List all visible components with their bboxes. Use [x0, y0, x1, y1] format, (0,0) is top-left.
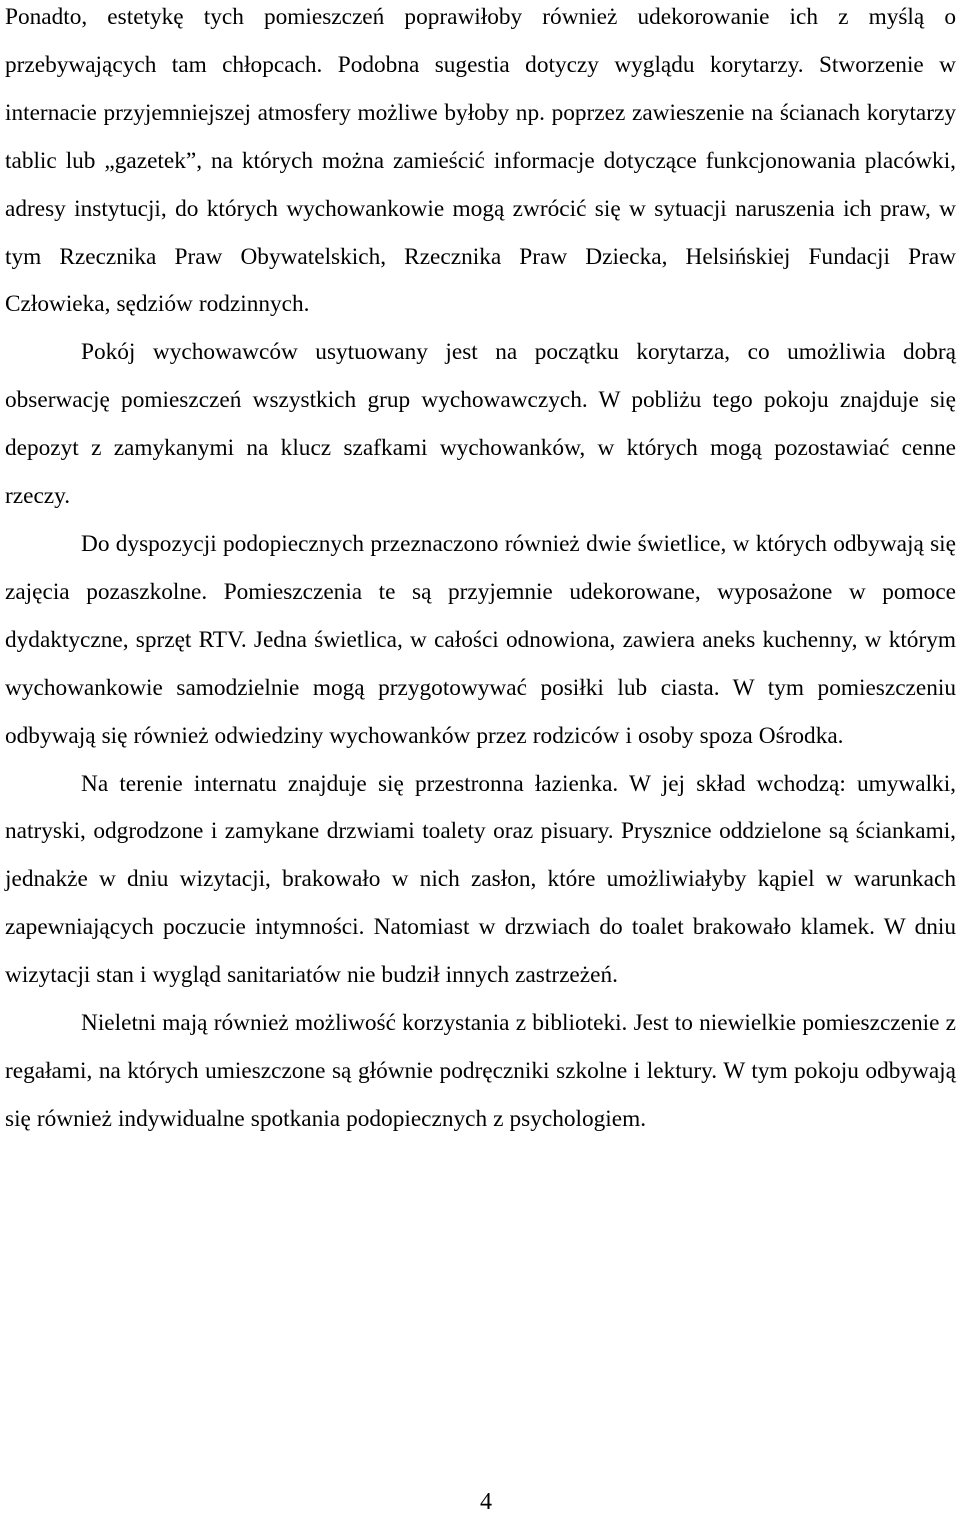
paragraph-library: Nieletni mają również możliwość korzystania z biblioteki. Jest to niewielkie pomieszczenie z regałami, na których umieszczone są głównie podręczniki szkolne i lektury. W tym pokoju odbywają się również indywidualne spotkania podopiecznych z psychologiem. — [5, 1010, 956, 1132]
document-page — [5, 0, 956, 1144]
paragraph-common-rooms: Do dyspozycji podopiecznych przeznaczono również dwie świetlice, w których odbywają się zajęcia pozaszkolne. Pomieszczenia te są przyjemnie udekorowane, wyposażone w pomoce dydaktyczne, sprzęt RTV. Jedna świetlica, w całości odnowiona, zawiera aneks kuchenny, w którym wychowankowie samodzielnie mogą przygotowywać posiłki lub ciasta. W tym pomieszczeniu odbywają się również odwiedziny wychowanków przez rodziców i osoby spoza Ośrodka. — [5, 530, 956, 749]
paragraph-bathroom: Na terenie internatu znajduje się przestronna łazienka. W jej skład wchodzą: umywalki, natryski, odgrodzone i zamykane drzwiami toalety oraz pisuary. Prysznice oddzielone są ściankami, jednakże w dniu wizytacji, brakowało w nich zasłon, które umożliwiałyby kąpiel w warunkach zapewniających poczucie intymności. Natomiast w drzwiach do toalet brakowało klamek. W dniu wizytacji stan i wygląd sanitariatów nie budził innych zastrzeżeń. — [5, 770, 956, 989]
page-number: 4 — [480, 1489, 492, 1515]
paragraph-decoration-suggestion: Ponadto, estetykę tych pomieszczeń poprawiłoby również udekorowanie ich z myślą o przebywających tam chłopcach. Podobna sugestia dotyczy wyglądu korytarzy. Stworzenie w internacie przyjemniejszej atmosfery możliwe byłoby np. poprzez zawieszenie na ścianach korytarzy tablic lub „gazetek”, na których można zamieścić informacje dotyczące funkcjonowania placówki, adresy instytucji, do których wychowankowie mogą zwrócić się w sytuacji naruszenia ich praw, w tym Rzecznika Praw Obywatelskich, Rzecznika Praw Dziecka, Helsińskiej Fundacji Praw Człowieka, sędziów rodzinnych. — [5, 4, 956, 318]
paragraph-staff-room: Pokój wychowawców usytuowany jest na początku korytarza, co umożliwia dobrą obserwację pomieszczeń wszystkich grup wychowawczych. W pobliżu tego pokoju znajduje się depozyt z zamykanymi na klucz szafkami wychowanków, w których mogą pozostawiać cenne rzeczy. — [5, 339, 956, 510]
